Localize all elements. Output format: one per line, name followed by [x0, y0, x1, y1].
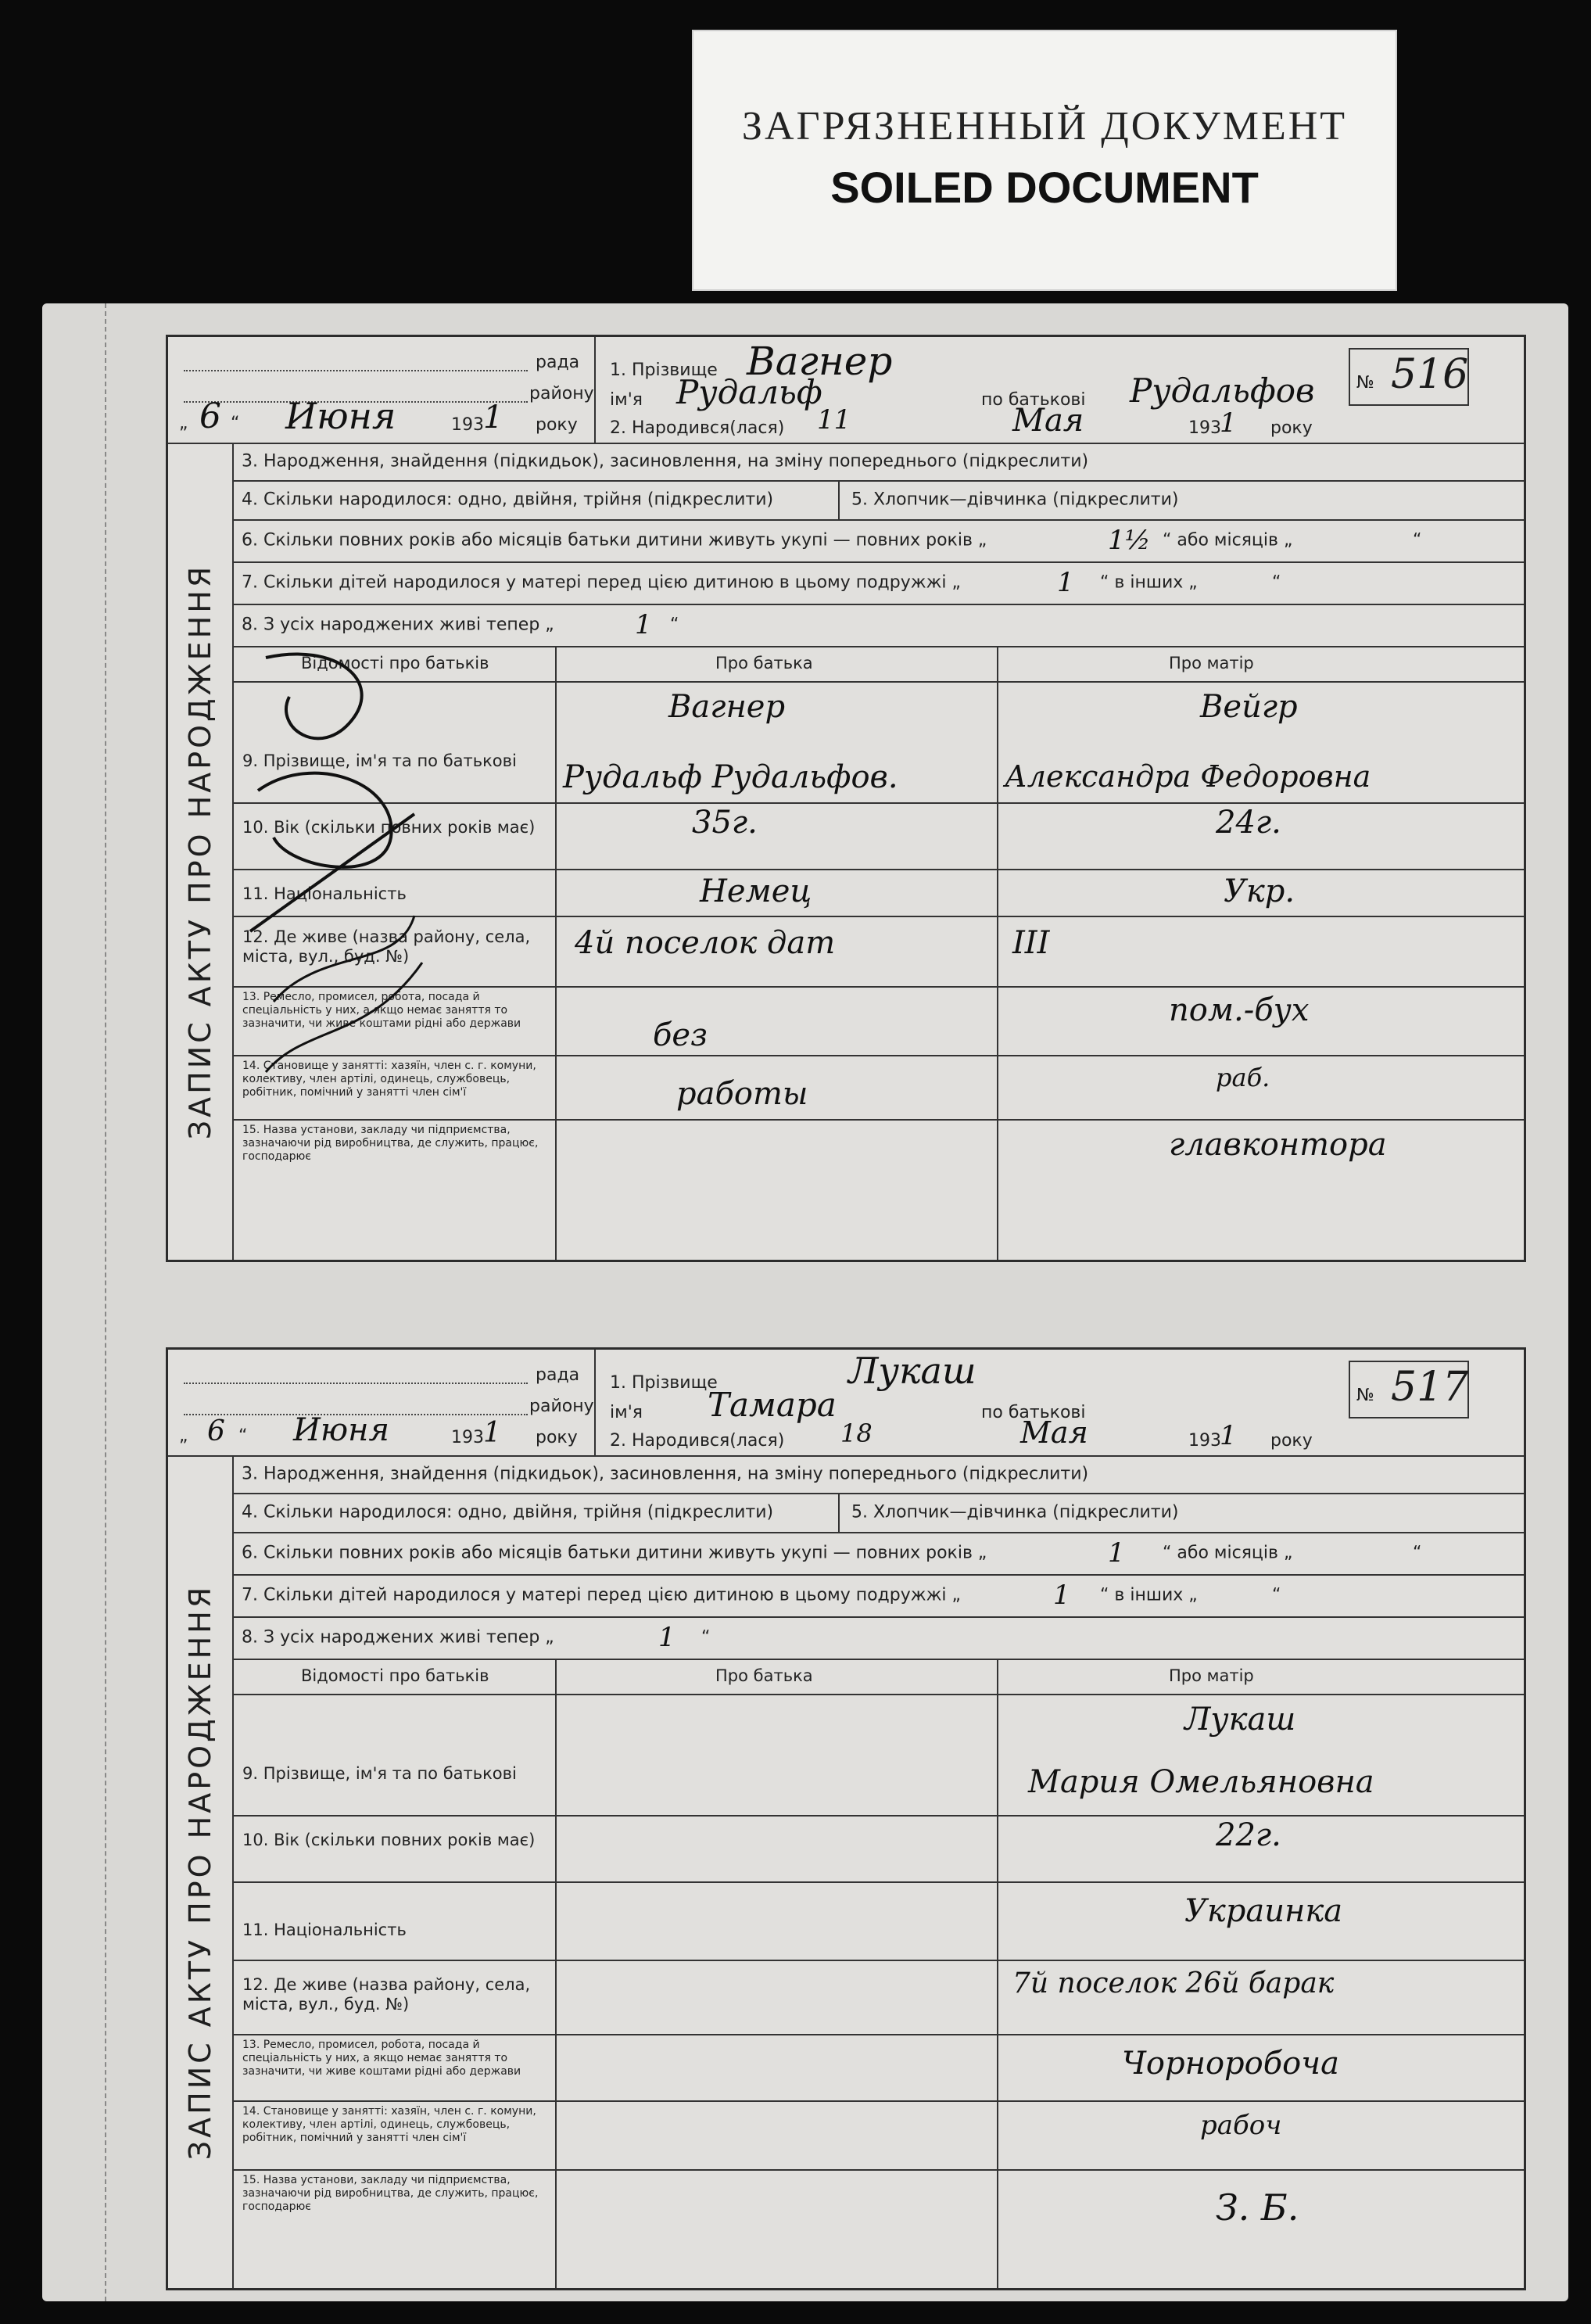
birth-roku-label: року	[1270, 1431, 1313, 1451]
birth-record-2	[166, 1347, 1526, 2290]
number-label: №	[1356, 1386, 1374, 1405]
father-work-2: работы	[676, 1076, 808, 1112]
mother-job: пом.-бух	[1169, 992, 1310, 1028]
question-4-5-row	[232, 480, 1524, 521]
page-fold-line	[105, 303, 109, 2301]
q7-value: 1	[1053, 1580, 1070, 1611]
question-4-5-row	[232, 1493, 1524, 1533]
birth-year-prefix: 193	[1188, 1431, 1221, 1451]
q7-end-quote: “	[1272, 572, 1281, 593]
father-address: 4й поселок дат	[575, 925, 836, 961]
birth-day: 11	[817, 404, 851, 436]
child-patronymic: Рудальфов	[1130, 371, 1315, 410]
record-header	[168, 1350, 1524, 1457]
question-7: 7. Скільки дітей народилося у матері перед цією дитиною в цьому подружжі „	[242, 1585, 961, 1605]
number-label: №	[1356, 373, 1374, 393]
q7-other-label: “ в інших „	[1100, 572, 1198, 593]
surname-label: 1. Прізвище	[610, 360, 718, 380]
side-title	[168, 1455, 234, 2288]
q6-months-label: “ або місяців „	[1163, 1543, 1293, 1563]
record-header	[168, 337, 1524, 444]
registration-day: 6	[199, 396, 221, 436]
question-7-row	[232, 1574, 1524, 1618]
col-father-header: Про батька	[715, 654, 813, 672]
question-4: 4. Скільки народилося: одно, двійня, трійня (підкреслити)	[242, 490, 774, 510]
q7-end-quote: “	[1272, 1585, 1281, 1605]
birth-year: 1	[1220, 1420, 1237, 1451]
question-8: 8. З усіх народжених живі тепер „	[242, 1627, 554, 1648]
registration-year: 1	[483, 400, 503, 436]
mother-nationality: Укр.	[1224, 873, 1295, 909]
row-9-label: 9. Прізвище, ім'я та по батькові	[242, 751, 517, 770]
mother-address: III	[1012, 925, 1050, 961]
father-age: 35г.	[692, 805, 758, 841]
q8-value: 1	[635, 609, 652, 640]
birth-roku-label: року	[1270, 418, 1313, 438]
mother-full-name: Мария Омельяновна	[1028, 1764, 1374, 1800]
col-mother-header: Про матір	[1169, 654, 1254, 672]
q6-months-label: “ або місяців „	[1163, 530, 1293, 551]
q6-years-value: 1	[1108, 1537, 1125, 1569]
row-11-label: 11. Національність	[242, 884, 407, 903]
row-15-label: 15. Назва установи, закладу чи підприємства, зазначаючи рід виробництва, де служить, працює, господарює	[242, 1124, 539, 1163]
child-surname: Лукаш	[848, 1350, 976, 1392]
q6-end-quote: “	[1413, 1543, 1422, 1563]
rada-label: рада	[536, 1365, 580, 1385]
col-father-header: Про батька	[715, 1666, 813, 1685]
row-14-label: 14. Становище у занятті: хазяїн, член с. г. комуни, колективу, член артілі, одинець, службовець, робітник, помічний у занятті член сім'ї	[242, 1060, 536, 1099]
q8-end-quote: “	[670, 615, 679, 635]
question-6: 6. Скільки повних років або місяців батьки дитини живуть укупі — повних років „	[242, 530, 987, 551]
birth-month: Мая	[1020, 1415, 1088, 1450]
record-number-box	[1349, 1361, 1469, 1418]
soiled-document-label	[692, 30, 1397, 291]
row-10-label: 10. Вік (скільки повних років має)	[242, 818, 536, 837]
question-5: 5. Хлопчик—дівчинка (підкреслити)	[851, 1502, 1179, 1522]
question-4: 4. Скільки народилося: одно, двійня, трійня (підкреслити)	[242, 1502, 774, 1522]
registration-day: 6	[207, 1415, 225, 1447]
registration-year-prefix: 193	[451, 415, 484, 435]
col-info-header: Відомості про батьків	[301, 654, 489, 672]
question-3-row	[232, 1455, 1524, 1494]
born-label: 2. Народився(лася)	[610, 418, 785, 438]
record-number: 516	[1391, 351, 1469, 398]
raion-label: району	[529, 384, 594, 403]
registration-year-prefix: 193	[451, 1428, 484, 1447]
question-8-row	[232, 1616, 1524, 1660]
row-12-label: 12. Де живе (назва району, села, міста, вул., буд. №)	[242, 1975, 531, 2014]
col-info-header: Відомості про батьків	[301, 1666, 489, 1685]
mother-age: 24г.	[1216, 805, 1281, 841]
question-7: 7. Скільки дітей народилося у матері перед цією дитиною в цьому подружжі „	[242, 572, 961, 593]
father-full-name: Рудальф Рудальфов.	[563, 759, 898, 795]
child-name: Рудальф	[676, 373, 822, 411]
born-label: 2. Народився(лася)	[610, 1431, 785, 1451]
mother-organization: главконтора	[1169, 1127, 1387, 1163]
father-nationality: Немец	[700, 873, 812, 909]
father-surname: Вагнер	[668, 689, 786, 725]
question-8: 8. З усіх народжених живі тепер „	[242, 615, 554, 635]
row-12-label: 12. Де живе (назва району, села, міста, вул., буд. №)	[242, 927, 531, 966]
registration-block: рада району „ 6 “ Июня 193 1 року	[168, 337, 596, 443]
child-surname: Вагнер	[747, 339, 893, 384]
raion-label: району	[529, 1397, 594, 1416]
row-10-label: 10. Вік (скільки повних років має)	[242, 1831, 536, 1849]
marginal-scribble	[242, 634, 438, 1103]
row-13-label: 13. Ремесло, промисел, робота, посада й спеціальність у них, а якщо немає заняття то зазначити, чи живе коштами рідні або держави	[242, 2039, 521, 2078]
name-label: ім'я	[610, 1403, 643, 1422]
q6-years-value: 1½	[1108, 525, 1151, 556]
mother-surname: Лукаш	[1184, 1702, 1296, 1738]
q6-end-quote: “	[1413, 530, 1422, 551]
document-page	[42, 303, 1568, 2301]
mother-status: рабоч	[1200, 2110, 1282, 2141]
registration-block: рада району „ 6 “ Июня 193 1 року	[168, 1350, 596, 1455]
mother-surname: Вейгр	[1200, 689, 1298, 725]
row-15-label: 15. Назва установи, закладу чи підприємства, зазначаючи рід виробництва, де служить, працює, господарює	[242, 2174, 539, 2213]
mother-organization: З. Б.	[1216, 2186, 1299, 2229]
question-5: 5. Хлопчик—дівчинка (підкреслити)	[851, 490, 1179, 510]
mother-job: Чорноробоча	[1122, 2046, 1339, 2082]
mother-full-name: Александра Федоровна	[1005, 759, 1371, 794]
birth-month: Мая	[1012, 403, 1084, 439]
question-6-row	[232, 1532, 1524, 1576]
q8-end-quote: “	[701, 1627, 711, 1648]
surname-label: 1. Прізвище	[610, 1373, 718, 1393]
birth-year: 1	[1220, 407, 1237, 439]
birth-record-1	[166, 335, 1526, 1262]
side-title-text: ЗАПИС АКТУ ПРО НАРОДЖЕННЯ	[183, 1583, 217, 2160]
label-russian: ЗАГРЯЗНЕННЫЙ ДОКУМЕНТ	[741, 104, 1348, 149]
mother-nationality: Украинка	[1184, 1893, 1343, 1929]
question-6: 6. Скільки повних років або місяців батьки дитини живуть укупі — повних років „	[242, 1543, 987, 1563]
q7-value: 1	[1057, 567, 1074, 598]
side-title	[168, 443, 234, 1260]
mother-address: 7й поселок 26й барак	[1012, 1967, 1335, 1999]
row-13-label: 13. Ремесло, промисел, робота, посада й спеціальність у них, а якщо немає заняття то зазначити, чи живе коштами рідні або держави	[242, 991, 521, 1030]
col-mother-header: Про матір	[1169, 1666, 1254, 1685]
mother-age: 22г.	[1216, 1817, 1281, 1853]
name-label: ім'я	[610, 390, 643, 410]
registration-month: Июня	[285, 395, 396, 437]
birth-day: 18	[840, 1418, 873, 1448]
q7-other-label: “ в інших „	[1100, 1585, 1198, 1605]
question-3-row	[232, 443, 1524, 482]
child-name: Тамара	[708, 1386, 837, 1424]
row-14-label: 14. Становище у занятті: хазяїн, член с. г. комуни, колективу, член артілі, одинець, службовець, робітник, помічний у занятті член сім'ї	[242, 2105, 536, 2144]
roku-label: року	[536, 415, 578, 435]
registration-month: Июня	[293, 1412, 389, 1448]
rada-label: рада	[536, 353, 580, 372]
patronymic-label: по батькові	[981, 390, 1086, 410]
row-11-label: 11. Національність	[242, 1921, 407, 1939]
q8-value: 1	[658, 1622, 675, 1653]
question-7-row	[232, 561, 1524, 605]
birth-year-prefix: 193	[1188, 418, 1221, 438]
question-3: 3. Народження, знайдення (підкидьок), засиновлення, на зміну попереднього (підкреслити)	[242, 451, 1089, 472]
mother-status: раб.	[1216, 1063, 1270, 1092]
side-title-text: ЗАПИС АКТУ ПРО НАРОДЖЕННЯ	[183, 563, 217, 1139]
record-number: 517	[1391, 1364, 1469, 1411]
father-work-1: без	[653, 1017, 708, 1053]
record-number-box	[1349, 348, 1469, 406]
roku-label: року	[536, 1428, 578, 1447]
label-english: SOILED DOCUMENT	[830, 163, 1259, 212]
question-3: 3. Народження, знайдення (підкидьок), засиновлення, на зміну попереднього (підкреслити)	[242, 1464, 1089, 1484]
question-6-row	[232, 519, 1524, 563]
patronymic-label: по батькові	[981, 1403, 1086, 1422]
row-9-label: 9. Прізвище, ім'я та по батькові	[242, 1764, 517, 1783]
registration-year: 1	[483, 1417, 501, 1449]
